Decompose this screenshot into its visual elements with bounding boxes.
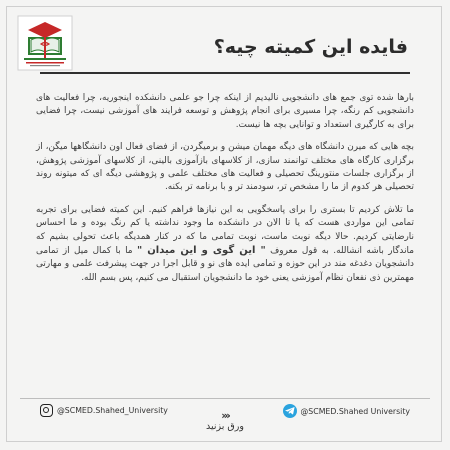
footer-divider: [20, 398, 430, 399]
instagram-handle: @SCMED.Shahed_University: [57, 406, 168, 415]
next-page-label[interactable]: ورق بزنید: [206, 421, 244, 432]
university-emblem-icon: [16, 14, 74, 72]
paragraph-3: [36, 204, 414, 285]
famous-quote: " این گوی و این میدان ": [136, 245, 266, 257]
paragraph-3-tail: ما با کمال میل از تمامی دانشجویان دغدغه مند در این حوزه و تمامی ایده های نو و قابل اجرا در جهت پیشرفت علمی و مهارتی مهمترین ذی نفعان نظام آموزشی یعنی خود ما دانشجویان استقبال می کنیم، پس بسم الله.: [36, 246, 414, 283]
paragraph-3-text: ما تلاش کردیم تا بستری را برای پاسخگویی به این نیازها فراهم کنیم. این کمیته فضایی برای تجربه تمامی این مواردی هست که یا تا الان در دانشکده ما وجود نداشته یا کم رنگ بوده و ما احساس نارضایتی کردیم. حالا دیگه نوبت ماست، نوبت تمامی ما که در کنار همدیگه باعث تحولی بشیم که ماندگار باشه انشالله. به قول معروف: [36, 204, 415, 257]
telegram-handle: @SCMED.Shahed University: [300, 406, 410, 416]
next-arrows-icon[interactable]: ›››: [221, 409, 229, 422]
document-body: [30, 88, 420, 380]
paragraph-2: بچه هایی که میرن دانشگاه های دیگه مهمان میشن و برمیگردن، از فضای فعال اون دانشگاهها میگن، از برگزاری کارگاه های مختلف توانمند سازی، از کلاسهای بازآموزی بالینی، از کلاسهای آموزشی پژوهش، از برگزاری جلسات منتورینگ تحصیلی و فعالیت های مختلف علمی و پژوهشی دیگه ای که میتونه روند تحصیلی هر کدوم از ما را مشخص تر، سودمند تر و با برنامه تر بکنه.: [36, 142, 414, 193]
paragraph-1: بارها شده توی جمع های دانشجویی نالیدیم از اینکه چرا جو علمی دانشکده اینجوریه، چرا فعالیت های دانشجویی کم رنگه، چرا مسیری برای انجام پژوهش و توسعه فرایند های آموزشی نیست، چرا فضایی برای به کارگیری استعداد و توانایی بچه ها نیست.: [36, 93, 414, 130]
title-underline: [40, 72, 410, 74]
page-title: فایده این کمیته چیه؟: [213, 36, 408, 58]
